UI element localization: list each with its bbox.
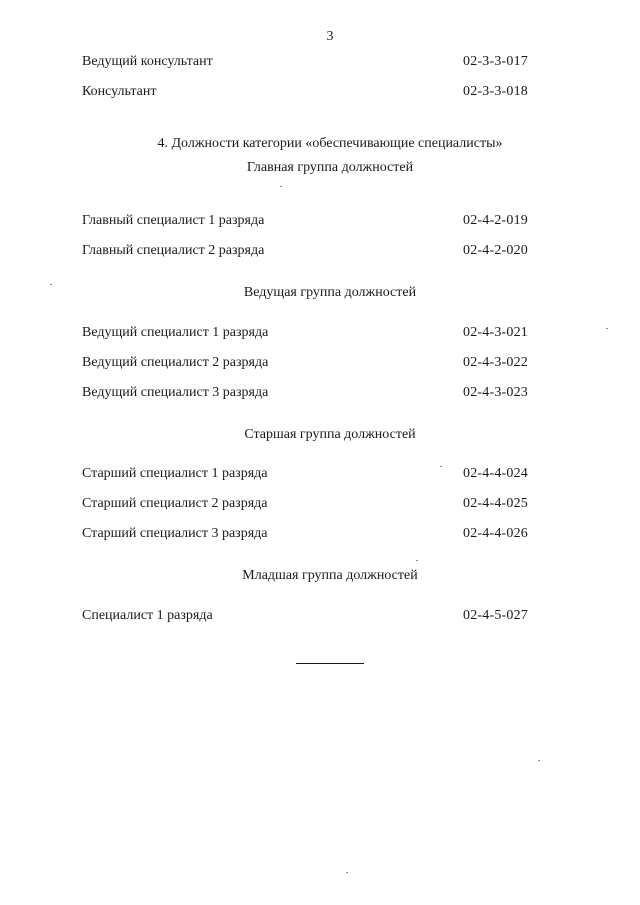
position-code: 02-4-2-019: [463, 213, 528, 228]
position-title: Ведущий специалист 2 разряда: [82, 355, 269, 370]
position-code: 02-3-3-017: [463, 54, 528, 69]
page-number: 3: [326, 29, 334, 44]
scan-speck: [416, 560, 418, 561]
position-code: 02-4-3-021: [463, 325, 528, 340]
table-row: [82, 494, 528, 514]
position-title: Главный специалист 1 разряда: [82, 213, 265, 228]
table-row: [82, 383, 528, 403]
scan-speck: [50, 284, 52, 285]
position-code: 02-4-4-024: [463, 466, 528, 481]
position-title: Консультант: [82, 84, 157, 99]
position-code: 02-4-4-025: [463, 496, 528, 511]
position-title: Ведущий специалист 3 разряда: [82, 385, 269, 400]
position-title: Главный специалист 2 разряда: [82, 243, 265, 258]
group-heading: Младшая группа должностей: [242, 568, 418, 583]
table-row: [82, 241, 528, 261]
position-code: 02-4-3-023: [463, 385, 528, 400]
position-code: 02-4-3-022: [463, 355, 528, 370]
position-title: Старший специалист 1 разряда: [82, 466, 268, 481]
position-title: Старший специалист 2 разряда: [82, 496, 268, 511]
table-row: [82, 606, 528, 626]
position-code: 02-4-2-020: [463, 243, 528, 258]
closing-rule: [296, 663, 364, 664]
table-row: [82, 464, 528, 484]
table-row: [82, 353, 528, 373]
position-title: Специалист 1 разряда: [82, 608, 213, 623]
position-code: 02-3-3-018: [463, 84, 528, 99]
table-row: [82, 524, 528, 544]
group-heading: Старшая группа должностей: [244, 427, 416, 442]
scan-speck: [606, 328, 608, 329]
position-code: 02-4-5-027: [463, 608, 528, 623]
position-title: Старший специалист 3 разряда: [82, 526, 268, 541]
table-row: [82, 211, 528, 231]
scan-speck: [538, 760, 540, 761]
scan-speck: [346, 872, 348, 873]
position-code: 02-4-4-026: [463, 526, 528, 541]
scan-speck: [280, 186, 282, 187]
table-row: [82, 52, 528, 72]
scan-speck: [440, 466, 442, 467]
position-title: Ведущий консультант: [82, 54, 213, 69]
table-row: [82, 82, 528, 102]
position-title: Ведущий специалист 1 разряда: [82, 325, 269, 340]
group-heading: Ведущая группа должностей: [243, 285, 417, 300]
category-heading: 4. Должности категории «обеспечивающие специалисты»: [157, 136, 503, 151]
group-heading: Главная группа должностей: [246, 160, 414, 175]
table-row: [82, 323, 528, 343]
